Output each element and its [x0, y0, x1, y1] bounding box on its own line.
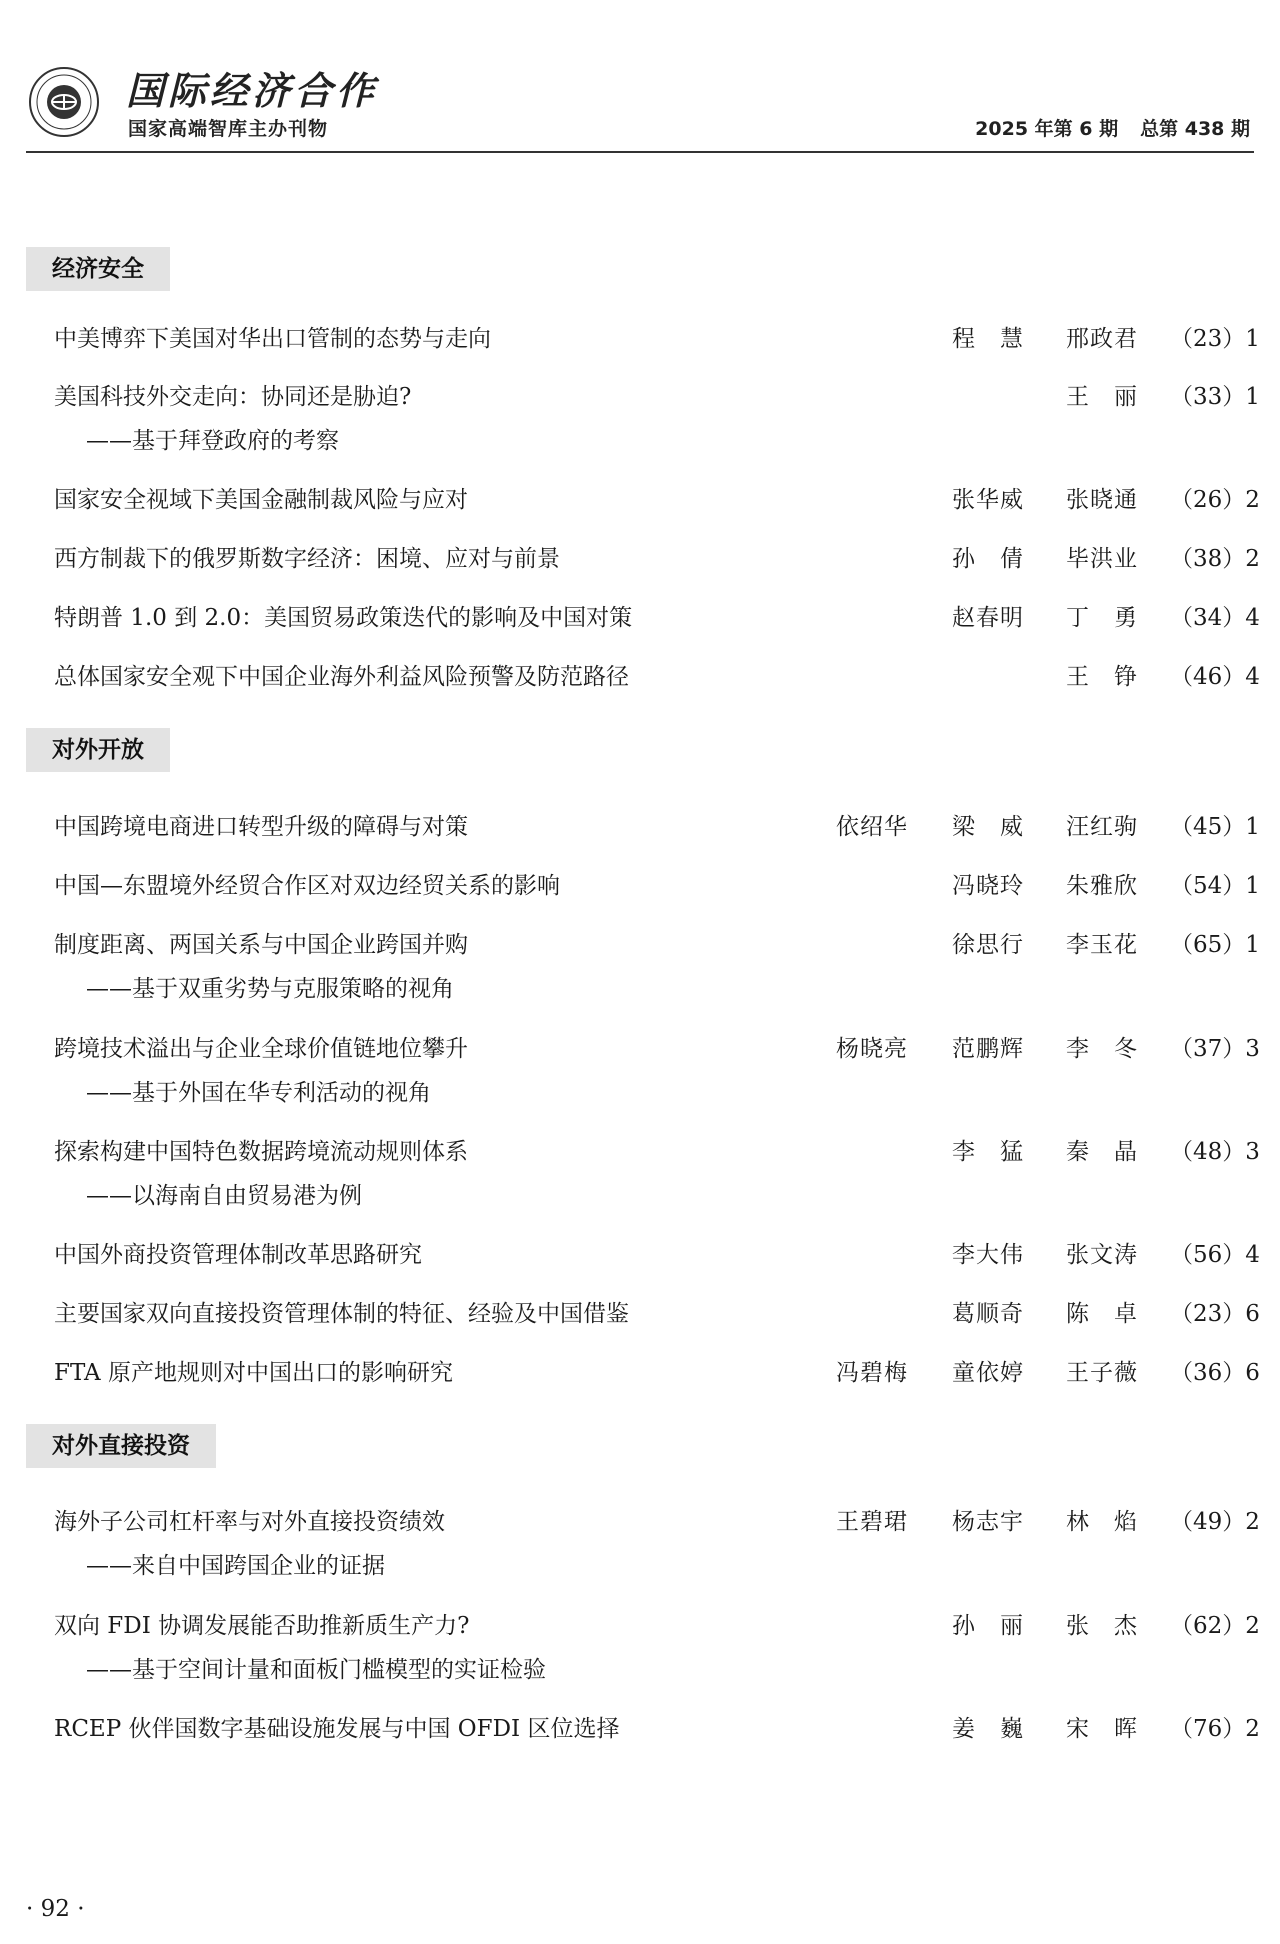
author: 张华威 — [952, 487, 1024, 513]
author: 王 丽 — [1066, 384, 1138, 410]
author: 孙 倩 — [952, 546, 1024, 572]
toc-entry[interactable] — [0, 808, 1280, 848]
author: 李大伟 — [952, 1242, 1024, 1268]
page-reference: （62）2 — [1170, 1613, 1260, 1639]
author: 宋 晖 — [1066, 1716, 1138, 1742]
total-issue-number: 总第 438 期 — [1140, 118, 1250, 140]
article-title: 中国跨境电商进口转型升级的障碍与对策 — [54, 814, 468, 840]
page-reference: （48）3 — [1170, 1139, 1260, 1165]
toc-entry[interactable] — [0, 1354, 1280, 1394]
page-reference: （54）1 — [1170, 873, 1260, 899]
page-reference: （36）6 — [1170, 1360, 1260, 1386]
author: 李 猛 — [952, 1139, 1024, 1165]
article-subtitle: ——基于外国在华专利活动的视角 — [86, 1080, 431, 1106]
page-reference: （26）2 — [1170, 487, 1260, 513]
author: 林 焰 — [1066, 1509, 1138, 1535]
article-title: 中国外商投资管理体制改革思路研究 — [54, 1242, 422, 1268]
journal-emblem-icon — [28, 66, 100, 138]
article-title: 跨境技术溢出与企业全球价值链地位攀升 — [54, 1036, 468, 1062]
article-title: 特朗普 1.0 到 2.0：美国贸易政策迭代的影响及中国对策 — [54, 605, 633, 631]
section-heading-outward-fdi: 对外直接投资 — [26, 1424, 216, 1468]
article-title: 探索构建中国特色数据跨境流动规则体系 — [54, 1139, 468, 1165]
author: 范鹏辉 — [952, 1036, 1024, 1062]
page-reference: （34）4 — [1170, 605, 1260, 631]
issue-number: 2025 年第 6 期 — [975, 118, 1119, 140]
author: 丁 勇 — [1066, 605, 1138, 631]
article-subtitle: ——以海南自由贸易港为例 — [86, 1183, 362, 1209]
author: 姜 巍 — [952, 1716, 1024, 1742]
issue-info — [975, 114, 1250, 141]
author: 徐思行 — [952, 932, 1024, 958]
author: 杨晓亮 — [836, 1036, 908, 1062]
toc-entry[interactable] — [0, 1133, 1280, 1209]
journal-subtitle: 国家高端智库主办刊物 — [128, 118, 329, 140]
toc-entry[interactable] — [0, 1503, 1280, 1579]
author: 汪红驹 — [1066, 814, 1138, 840]
toc-entry[interactable] — [0, 378, 1280, 454]
page-reference: （38）2 — [1170, 546, 1260, 572]
author: 朱雅欣 — [1066, 873, 1138, 899]
toc-entry[interactable] — [0, 926, 1280, 1002]
author: 李玉花 — [1066, 932, 1138, 958]
author: 赵春明 — [952, 605, 1024, 631]
article-subtitle: ——基于空间计量和面板门槛模型的实证检验 — [86, 1657, 546, 1683]
toc-entry[interactable] — [0, 1236, 1280, 1276]
article-title: 中国—东盟境外经贸合作区对双边经贸关系的影响 — [54, 873, 560, 899]
section-heading-opening-up: 对外开放 — [26, 728, 170, 772]
author: 梁 威 — [952, 814, 1024, 840]
author: 李 冬 — [1066, 1036, 1138, 1062]
article-title: 中美博弈下美国对华出口管制的态势与走向 — [54, 326, 491, 352]
page-header — [0, 0, 1280, 155]
toc-entry[interactable] — [0, 320, 1280, 360]
article-subtitle: ——基于拜登政府的考察 — [86, 428, 339, 454]
page-reference: （76）2 — [1170, 1716, 1260, 1742]
author: 冯碧梅 — [836, 1360, 908, 1386]
section-heading-economic-security: 经济安全 — [26, 247, 170, 291]
author: 冯晓玲 — [952, 873, 1024, 899]
article-title: FTA 原产地规则对中国出口的影响研究 — [54, 1360, 453, 1386]
author: 依绍华 — [836, 814, 908, 840]
article-title: 国家安全视域下美国金融制裁风险与应对 — [54, 487, 468, 513]
page-reference: （46）4 — [1170, 664, 1260, 690]
article-title: 美国科技外交走向：协同还是胁迫? — [54, 384, 412, 410]
article-title: 西方制裁下的俄罗斯数字经济：困境、应对与前景 — [54, 546, 560, 572]
toc-entry[interactable] — [0, 1030, 1280, 1106]
page-reference: （37）3 — [1170, 1036, 1260, 1062]
page-number: · 92 · — [26, 1896, 85, 1922]
author: 张文涛 — [1066, 1242, 1138, 1268]
author: 邢政君 — [1066, 326, 1138, 352]
author: 童依婷 — [952, 1360, 1024, 1386]
article-title: 制度距离、两国关系与中国企业跨国并购 — [54, 932, 468, 958]
author: 张 杰 — [1066, 1613, 1138, 1639]
author: 孙 丽 — [952, 1613, 1024, 1639]
author: 王 铮 — [1066, 664, 1138, 690]
author: 张晓通 — [1066, 487, 1138, 513]
author: 程 慧 — [952, 326, 1024, 352]
journal-title: 国际经济合作 — [126, 68, 379, 113]
page-reference: （23）1 — [1170, 326, 1260, 352]
toc-entry[interactable] — [0, 867, 1280, 907]
article-title: RCEP 伙伴国数字基础设施发展与中国 OFDI 区位选择 — [54, 1716, 620, 1742]
article-subtitle: ——来自中国跨国企业的证据 — [86, 1553, 385, 1579]
page-reference: （45）1 — [1170, 814, 1260, 840]
page-reference: （23）6 — [1170, 1301, 1260, 1327]
toc-entry[interactable] — [0, 1295, 1280, 1335]
toc-entry[interactable] — [0, 1710, 1280, 1750]
author: 毕洪业 — [1066, 546, 1138, 572]
article-subtitle: ——基于双重劣势与克服策略的视角 — [86, 976, 454, 1002]
article-title: 总体国家安全观下中国企业海外利益风险预警及防范路径 — [54, 664, 629, 690]
header-divider — [26, 151, 1254, 153]
article-title: 主要国家双向直接投资管理体制的特征、经验及中国借鉴 — [54, 1301, 629, 1327]
toc-entry[interactable] — [0, 481, 1280, 521]
author: 秦 晶 — [1066, 1139, 1138, 1165]
article-title: 双向 FDI 协调发展能否助推新质生产力? — [54, 1613, 470, 1639]
author: 王碧珺 — [836, 1509, 908, 1535]
page-reference: （33）1 — [1170, 384, 1260, 410]
author: 葛顺奇 — [952, 1301, 1024, 1327]
toc-entry[interactable] — [0, 1607, 1280, 1683]
toc-entry[interactable] — [0, 658, 1280, 698]
author: 陈 卓 — [1066, 1301, 1138, 1327]
toc-entry[interactable] — [0, 540, 1280, 580]
page-reference: （49）2 — [1170, 1509, 1260, 1535]
author: 王子薇 — [1066, 1360, 1138, 1386]
page-reference: （56）4 — [1170, 1242, 1260, 1268]
author: 杨志宇 — [952, 1509, 1024, 1535]
page-reference: （65）1 — [1170, 932, 1260, 958]
toc-entry[interactable] — [0, 599, 1280, 639]
article-title: 海外子公司杠杆率与对外直接投资绩效 — [54, 1509, 445, 1535]
